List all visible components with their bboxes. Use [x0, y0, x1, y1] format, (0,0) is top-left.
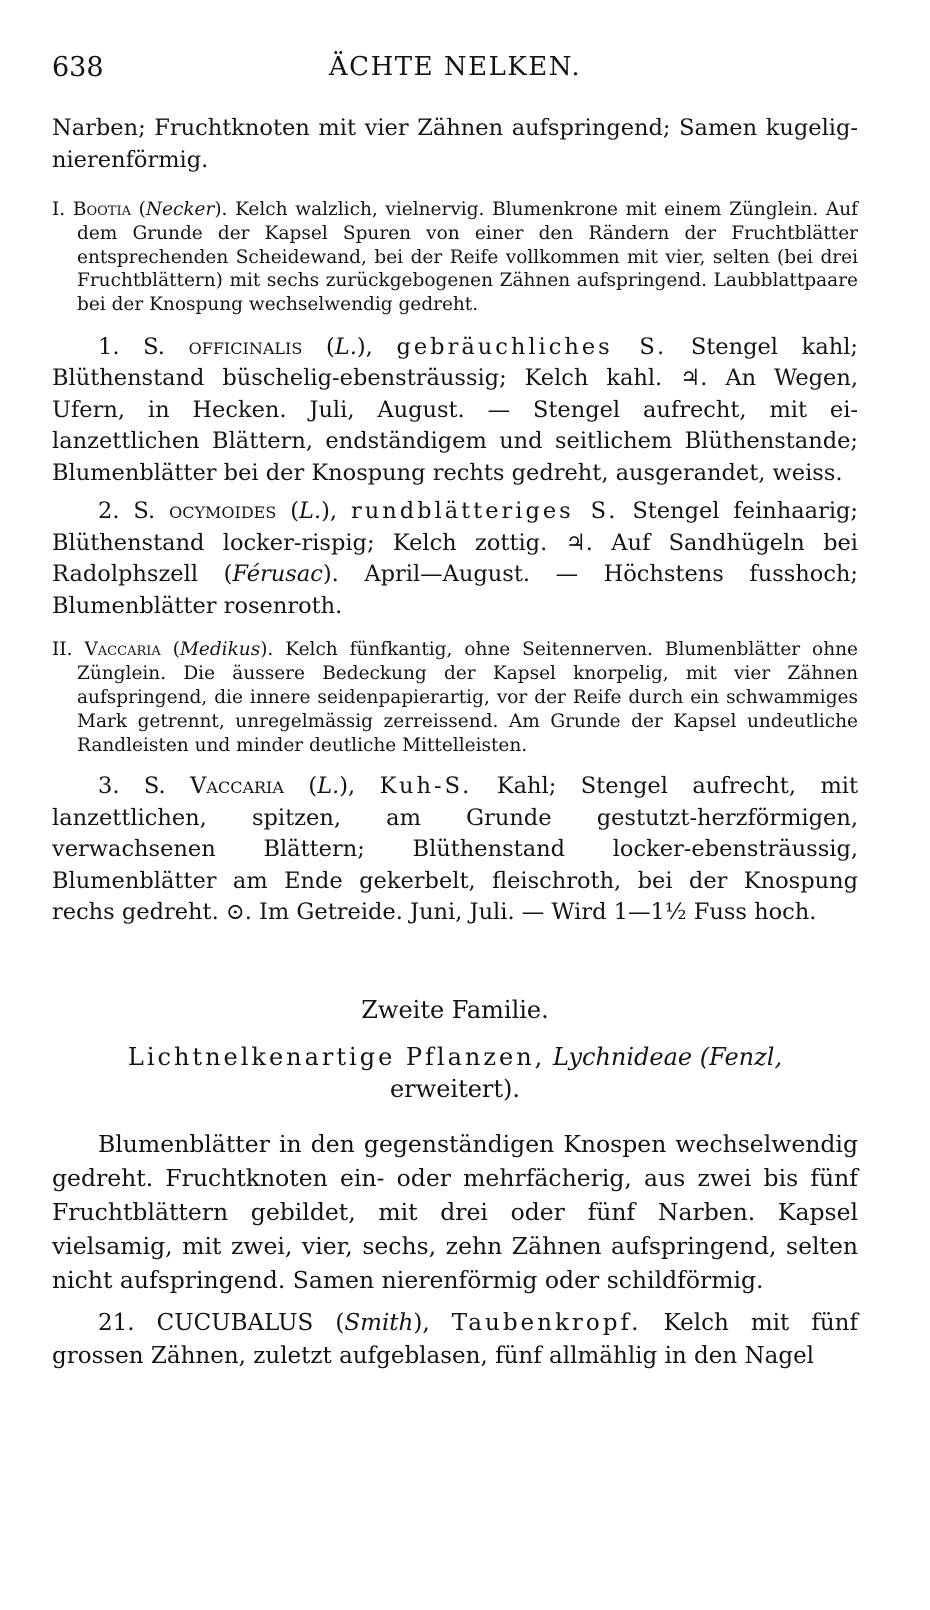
genus-entry-vaccaria: II. Vaccaria (Medikus). Kelch fünfkantig, ohne Seitennerven. Blumenblätter ohne Zünglein. Die äussere Bedeckung der Kapsel knorpelig, mit vier Zähnen aufspringend, die innere seidenpapierartig, vor der Reife durch ein schwammiges Mark getrennt, unregelmässig zerreissend. Am Grunde der Kapsel undeutliche Randleisten und minder deutliche Mittelleisten.: [52, 639, 858, 756]
family-name-latin: Lychnideae (Fenzl,: [552, 1042, 783, 1071]
page-header: [52, 52, 858, 88]
family-heading: Zweite Familie.: [361, 995, 549, 1024]
species-entry-officinalis: 1. S. officinalis (L.), gebräuchliches S. Stengel kahl; Blüthenstand büschelig-ebensträussig; Kelch kahl. ♃. An Wegen, Ufern, in Hecken. Juli, August. — Stengel aufrecht, mit ei-lanzettlichen Blättern, endständigem und seitlichem Blüthenstande; Blumenblätter bei der Knospung rechts gedreht, ausgerandet, weiss.: [52, 333, 859, 486]
page-number: 638: [52, 52, 104, 83]
species-author: L.: [334, 333, 357, 360]
species-name: ocymoides: [169, 498, 277, 525]
genus-description: Kelch fünfkantig, ohne Seitennerven. Blumenblätter ohne Zünglein. Die äussere Bedeckung der Kapsel knorpelig, mit vier Zähnen aufspringend, die innere seidenpapierartig, vor der Reife durch ein schwammiges Mark getrennt, unregelmässig zerreissend. Am Grunde der Kapsel undeutliche Randleisten und minder deutliche Mittelleisten.: [77, 639, 858, 756]
running-title: ÄCHTE NELKEN.: [328, 52, 582, 82]
species-name: Vaccaria: [190, 773, 284, 800]
species-description: Stengel feinhaarig; Blüthenstand locker-rispig; Kelch zottig. ♃. Auf Sandhügeln bei Radolphszell (: [52, 498, 859, 588]
genus-description: Kelch mit fünf grossen Zähnen, zuletzt aufgeblasen, fünf allmählig in den Nagel: [52, 1309, 859, 1369]
family-name-end: erweitert).: [389, 1074, 521, 1103]
locality-author: Férusac: [232, 561, 323, 588]
species-common-name: Kuh-S.: [379, 773, 473, 800]
genus-name: Vaccaria: [84, 639, 161, 661]
species-number: 1. S.: [98, 333, 165, 360]
genus-author: Medikus: [179, 639, 261, 661]
family-description: Blumenblätter in den gegenständigen Knospen wechselwendig gedreht. Fruchtknoten ein- oder mehrfächerig, aus zwei bis fünf Fruchtblättern gebildet, mit drei oder fünf Narben. Kapsel vielsamig, mit zwei, vier, sechs, zehn Zähnen aufspringend, selten nicht aufspringend. Samen nierenförmig oder schildförmig.: [52, 1129, 858, 1294]
genus-entry-bootia: I. Bootia (Necker). Kelch walzlich, vielnervig. Blumenkrone mit einem Zünglein. Auf dem Grunde der Kapsel Spuren von einer den Rändern der Fruchtblätter entsprechenden Scheidewand, bei der Reife vollkommen mit vier, selten (bei drei Fruchtblättern) mit sechs zurückgebogenen Zähnen aufspringend. Laubblattpaare bei der Knospung wechselwendig gedreht.: [52, 199, 858, 316]
species-description: Stengel kahl; Blüthenstand büschelig-ebensträussig; Kelch kahl. ♃. An Wegen, Ufern, in Hecken. Juli, August. — Stengel aufrecht, mit ei-lanzettlichen Blättern, endständigem und seitlichem Blüthenstande; Blumenblätter bei der Knospung rechts gedreht, ausgerandet, weiss.: [52, 333, 859, 486]
genus-number: 21.: [98, 1309, 135, 1336]
species-author: L.: [317, 773, 340, 800]
species-entry-vaccaria: 3. S. Vaccaria (L.), Kuh-S. Kahl; Stengel aufrecht, mit lanzettlichen, spitzen, am Grunde gestutzt-herzförmigen, verwachsenen Blättern; Blüthenstand locker-ebensträussig, Blumenblätter am Ende gekerbelt, fleischroth, bei der Knospung rechs gedreht. ⊙. Im Getreide. Juni, Juli. — Wird 1—1½ Fuss hoch.: [52, 773, 859, 926]
paragraph-continuation: Narben; Fruchtknoten mit vier Zähnen aufspringend; Samen kugelig-nierenförmig.: [52, 115, 858, 173]
genus-author: Necker: [145, 199, 215, 220]
genus-name: CUCUBALUS: [156, 1309, 314, 1336]
genus-description: Kelch walzlich, vielnervig. Blumenkrone mit einem Zünglein. Auf dem Grunde der Kapsel Spuren von einer den Rändern der Fruchtblätter entsprechenden Scheidewand, bei der Reife vollkommen mit vier, selten (bei drei Fruchtblättern) mit sechs zurückgebogenen Zähnen aufspringend. Laubblattpaare bei der Knospung wechselwendig gedreht.: [77, 199, 858, 316]
genus-number: II.: [52, 639, 73, 661]
species-entry-ocymoides: 2. S. ocymoides (L.), rundblätteriges S. Stengel feinhaarig; Blüthenstand locker-rispig; Kelch zottig. ♃. Auf Sandhügeln bei Radolphszell (Férusac). April—August. — Höchstens fusshoch; Blumenblätter rosenroth.: [52, 498, 859, 619]
species-description-end: ). April—August. — Höchstens fusshoch; Blumenblätter rosenroth.: [52, 561, 858, 619]
genus-common-name: Taubenkropf.: [451, 1309, 642, 1336]
genus-name: Bootia: [72, 199, 131, 220]
species-number: 3. S.: [98, 773, 166, 800]
family-name: [52, 1041, 858, 1073]
species-common-name: rundblätteriges S.: [350, 498, 619, 525]
page-body: [52, 113, 858, 1373]
species-description: Kahl; Stengel aufrecht, mit lanzettlichen, spitzen, am Grunde gestutzt-herzförmigen, verwachsenen Blättern; Blüthenstand locker-ebensträussig, Blumenblätter am Ende gekerbelt, fleischroth, bei der Knospung rechs gedreht. ⊙. Im Getreide. Juni, Juli. — Wird 1—1½ Fuss hoch.: [52, 773, 859, 926]
species-author: L.: [299, 498, 322, 525]
species-common-name: gebräuchliches S.: [396, 333, 668, 360]
genus-entry-cucubalus: 21. CUCUBALUS (Smith), Taubenkropf. Kelch mit fünf grossen Zähnen, zuletzt aufgeblasen, fünf allmählig in den Nagel: [52, 1309, 859, 1369]
genus-number: I.: [52, 199, 66, 220]
family-name-german: Lichtnelkenartige Pflanzen,: [127, 1042, 546, 1071]
genus-author: Smith: [344, 1309, 414, 1336]
species-name: officinalis: [188, 333, 303, 360]
species-number: 2. S.: [98, 498, 156, 525]
